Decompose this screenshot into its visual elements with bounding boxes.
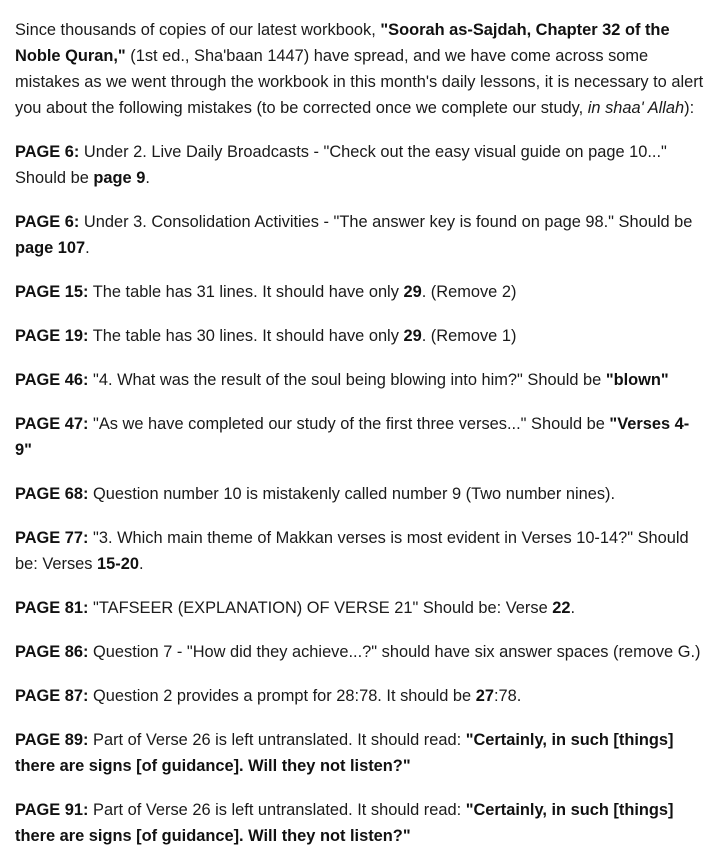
page-label: PAGE 89:: [15, 731, 89, 749]
correction-text: :78.: [493, 687, 522, 705]
intro-text: Since thousands of copies of our latest workbook,: [15, 21, 381, 39]
correction-text: Question 7 - "How did they achieve...?" should have six answer spaces (remove G.): [88, 643, 701, 661]
correction-item: [15, 367, 705, 393]
page-label: PAGE 86:: [15, 643, 89, 661]
correction-item: [15, 595, 705, 621]
correction-fix: 15-20: [97, 555, 139, 573]
intro-italic: in shaa' Allah: [587, 99, 685, 117]
correction-text: .: [138, 555, 144, 573]
correction-text: The table has 31 lines. It should have only: [88, 283, 404, 301]
correction-item: [15, 209, 705, 261]
page-label: PAGE 6:: [15, 213, 80, 231]
correction-item: [15, 481, 705, 507]
correction-text: "As we have completed our study of the first three verses..." Should be: [88, 415, 610, 433]
correction-fix: 29: [403, 327, 422, 345]
correction-item: [15, 727, 705, 779]
correction-fix: 29: [403, 283, 422, 301]
correction-text: . (Remove 2): [421, 283, 517, 301]
correction-fix: "blown": [605, 371, 669, 389]
correction-item: [15, 323, 705, 349]
correction-text: Question number 10 is mistakenly called number 9 (Two number nines).: [88, 485, 616, 503]
article-body: [15, 17, 705, 867]
page-label: PAGE 6:: [15, 143, 80, 161]
correction-text: "3. Which main theme of Makkan verses is most evident in Verses 10-14?" Should be: Verses: [15, 529, 689, 573]
page-label: PAGE 15:: [15, 283, 89, 301]
correction-item: [15, 683, 705, 709]
correction-fix: page 9: [93, 169, 146, 187]
correction-text: . (Remove 1): [421, 327, 517, 345]
page-label: PAGE 46:: [15, 371, 89, 389]
correction-text: Part of Verse 26 is left untranslated. It should read:: [88, 801, 466, 819]
page-label: PAGE 81:: [15, 599, 89, 617]
intro-text: (1st ed., Sha'baan 1447) have spread, and we have come across some mistakes as we went through the workbook in this month's daily lessons, it is necessary to alert you about the following mistakes (to be corrected once we complete our study,: [15, 47, 704, 117]
correction-item: [15, 139, 705, 191]
correction-fix: "Verses 4-9": [15, 415, 690, 459]
correction-fix: 27: [475, 687, 494, 705]
intro-text: ):: [684, 99, 695, 117]
correction-text: "4. What was the result of the soul being blowing into him?" Should be: [88, 371, 606, 389]
correction-item: [15, 797, 705, 849]
page-label: PAGE 19:: [15, 327, 89, 345]
correction-fix: "Certainly, in such [things] there are signs [of guidance]. Will they not listen?": [15, 801, 674, 845]
page-label: PAGE 87:: [15, 687, 89, 705]
correction-item: [15, 279, 705, 305]
correction-fix: 22: [552, 599, 571, 617]
correction-text: Part of Verse 26 is left untranslated. It should read:: [88, 731, 466, 749]
correction-text: .: [570, 599, 576, 617]
correction-text: Under 3. Consolidation Activities - "The answer key is found on page 98." Should be: [79, 213, 693, 231]
correction-item: [15, 639, 705, 665]
correction-text: Question 2 provides a prompt for 28:78. It should be: [88, 687, 476, 705]
correction-text: .: [145, 169, 150, 187]
correction-item: [15, 411, 705, 463]
page-label: PAGE 47:: [15, 415, 89, 433]
page-label: PAGE 91:: [15, 801, 89, 819]
correction-text: "TAFSEER (EXPLANATION) OF VERSE 21" Should be: Verse: [88, 599, 553, 617]
correction-text: .: [85, 239, 90, 257]
correction-fix: page 107: [15, 239, 86, 257]
correction-fix: "Certainly, in such [things] there are signs [of guidance]. Will they not listen?": [15, 731, 674, 775]
correction-text: Under 2. Live Daily Broadcasts - "Check out the easy visual guide on page 10..." Should be: [15, 143, 667, 187]
correction-item: [15, 525, 705, 577]
intro-paragraph: [15, 17, 705, 121]
workbook-title: "Soorah as-Sajdah, Chapter 32 of the Noble Quran,": [15, 21, 670, 65]
correction-text: The table has 30 lines. It should have only: [88, 327, 404, 345]
page-label: PAGE 77:: [15, 529, 89, 547]
page-label: PAGE 68:: [15, 485, 89, 503]
